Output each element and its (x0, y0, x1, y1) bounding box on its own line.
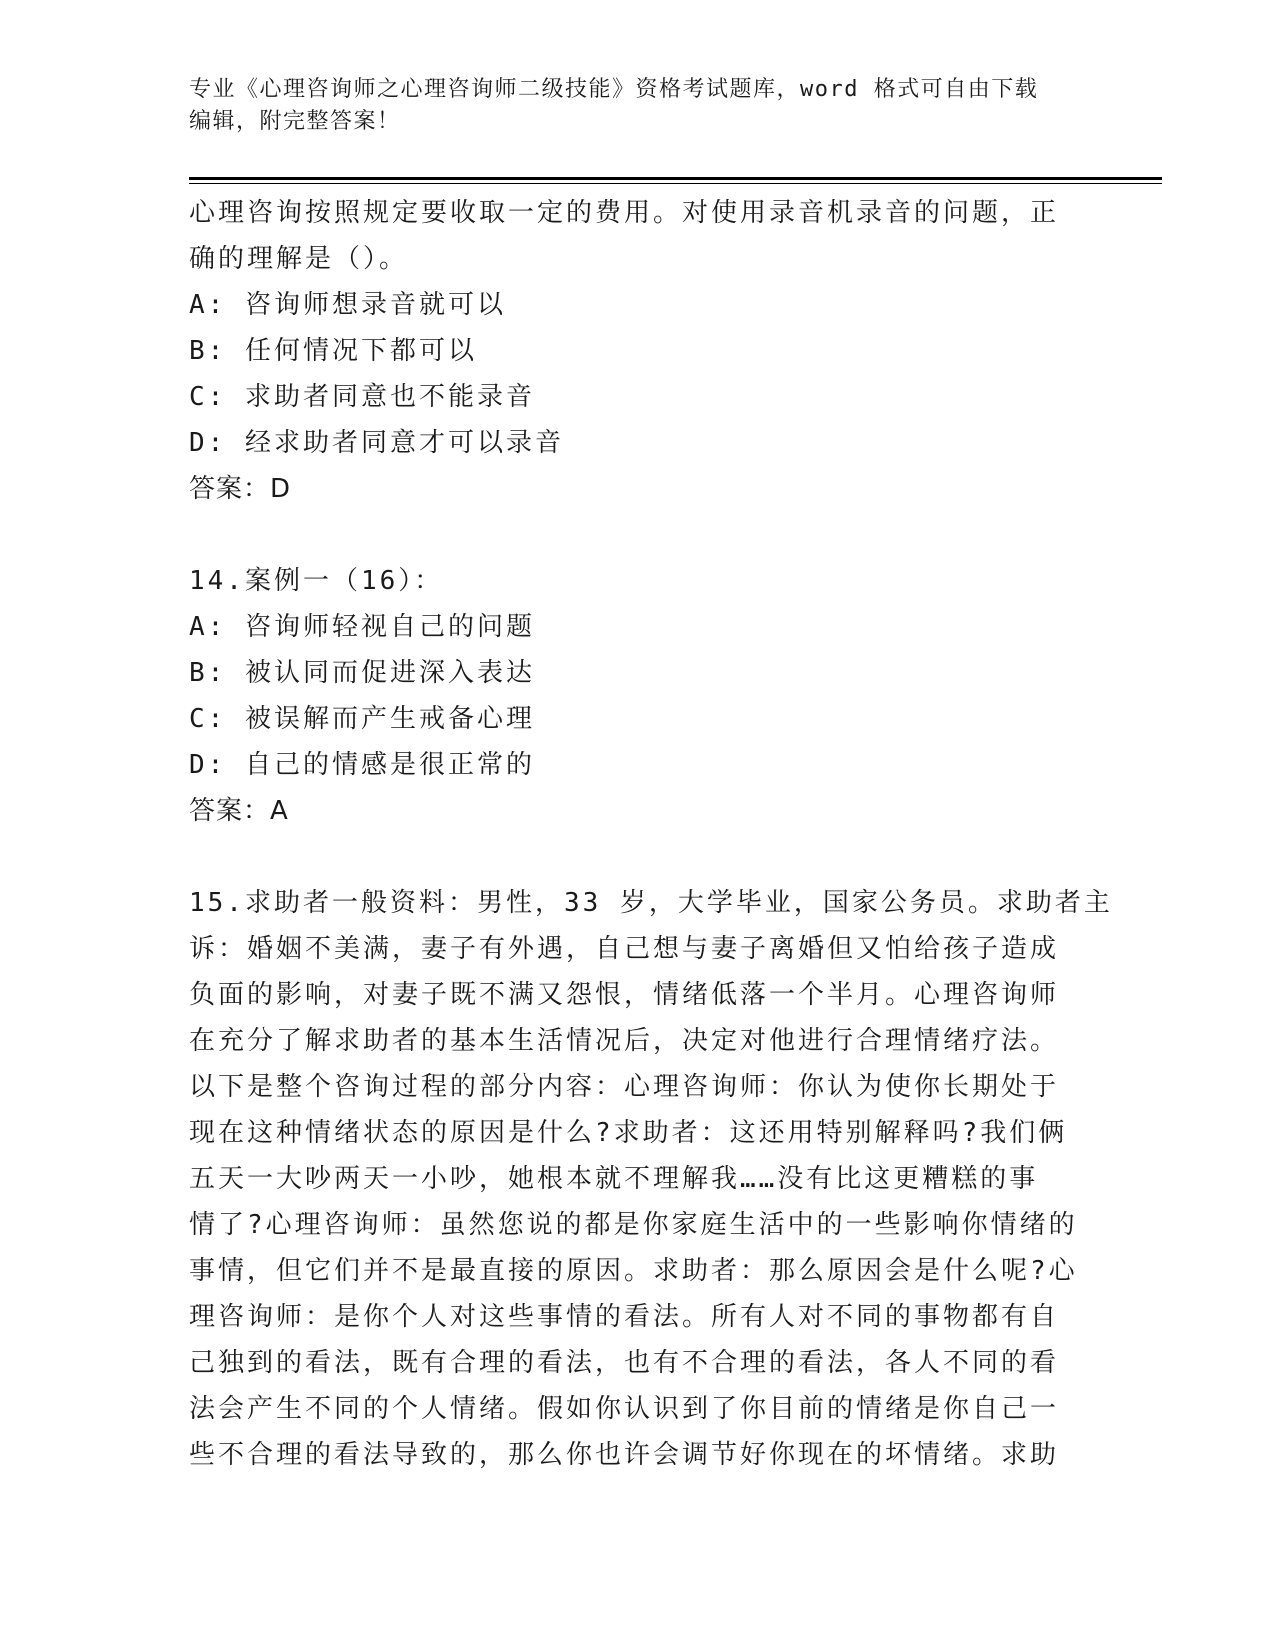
question-stem-line-1: 心理咨询按照规定要收取一定的费用。对使用录音机录音的问题，正 (189, 198, 1060, 228)
document-header (189, 74, 1089, 138)
question-14 (189, 558, 1089, 834)
question-text-line: 15.求助者一般资料：男性，33 岁，大学毕业，国家公务员。求助者主 (189, 888, 1113, 918)
question-text-line: 以下是整个咨询过程的部分内容：心理咨询师：你认为使你长期处于 (189, 1072, 1060, 1102)
question-text-line: 事情，但它们并不是最直接的原因。求助者：那么原因会是什么呢?心 (189, 1256, 1078, 1286)
question-text-line: 五天一大吵两天一小吵，她根本就不理解我……没有比这更糟糕的事 (189, 1164, 1039, 1194)
question-stem-line-2: 确的理解是（）。 (189, 244, 409, 274)
option-a: A: 咨询师轻视自己的问题 (189, 612, 535, 642)
option-d: D: 经求助者同意才可以录音 (189, 428, 564, 458)
header-rule-thick (189, 177, 1162, 180)
header-rule-thin (189, 183, 1162, 184)
question-text-line: 己独到的看法，既有合理的看法，也有不合理的看法，各人不同的看 (189, 1348, 1060, 1378)
header-line-2: 编辑，附完整答案！ (189, 109, 401, 134)
option-b: B: 被认同而促进深入表达 (189, 658, 535, 688)
option-d: D: 自己的情感是很正常的 (189, 750, 535, 780)
spacer (189, 512, 1089, 558)
question-text-line: 些不合理的看法导致的，那么你也许会调节好你现在的坏情绪。求助 (189, 1440, 1060, 1470)
question-text-line: 负面的影响，对妻子既不满又怨恨，情绪低落一个半月。心理咨询师 (189, 980, 1060, 1010)
spacer (189, 834, 1089, 880)
question-text-line: 理咨询师：是你个人对这些事情的看法。所有人对不同的事物都有自 (189, 1302, 1060, 1332)
question-text-line: 情了?心理咨询师：虽然您说的都是你家庭生活中的一些影响你情绪的 (189, 1210, 1078, 1240)
option-a: A: 咨询师想录音就可以 (189, 290, 506, 320)
option-b: B: 任何情况下都可以 (189, 336, 477, 366)
option-c: C: 被误解而产生戒备心理 (189, 704, 535, 734)
option-c: C: 求助者同意也不能录音 (189, 382, 535, 412)
answer: 答案：D (189, 474, 292, 504)
question-text-line: 法会产生不同的个人情绪。假如你认识到了你目前的情绪是你自己一 (189, 1394, 1060, 1424)
question-15 (189, 880, 1113, 1478)
header-line-1: 专业《心理咨询师之心理咨询师二级技能》资格考试题库，word 格式可自由下载 (189, 77, 1039, 102)
question-text-line: 现在这种情绪状态的原因是什么?求助者：这还用特别解释吗?我们俩 (189, 1118, 1068, 1148)
question-13 (189, 190, 1089, 512)
document-body (189, 190, 1113, 1478)
question-stem: 14.案例一（16）： (189, 566, 444, 596)
question-text-line: 诉：婚姻不美满，妻子有外遇，自己想与妻子离婚但又怕给孩子造成 (189, 934, 1060, 964)
question-text-line: 在充分了解求助者的基本生活情况后，决定对他进行合理情绪疗法。 (189, 1026, 1060, 1056)
answer: 答案：A (189, 796, 289, 826)
